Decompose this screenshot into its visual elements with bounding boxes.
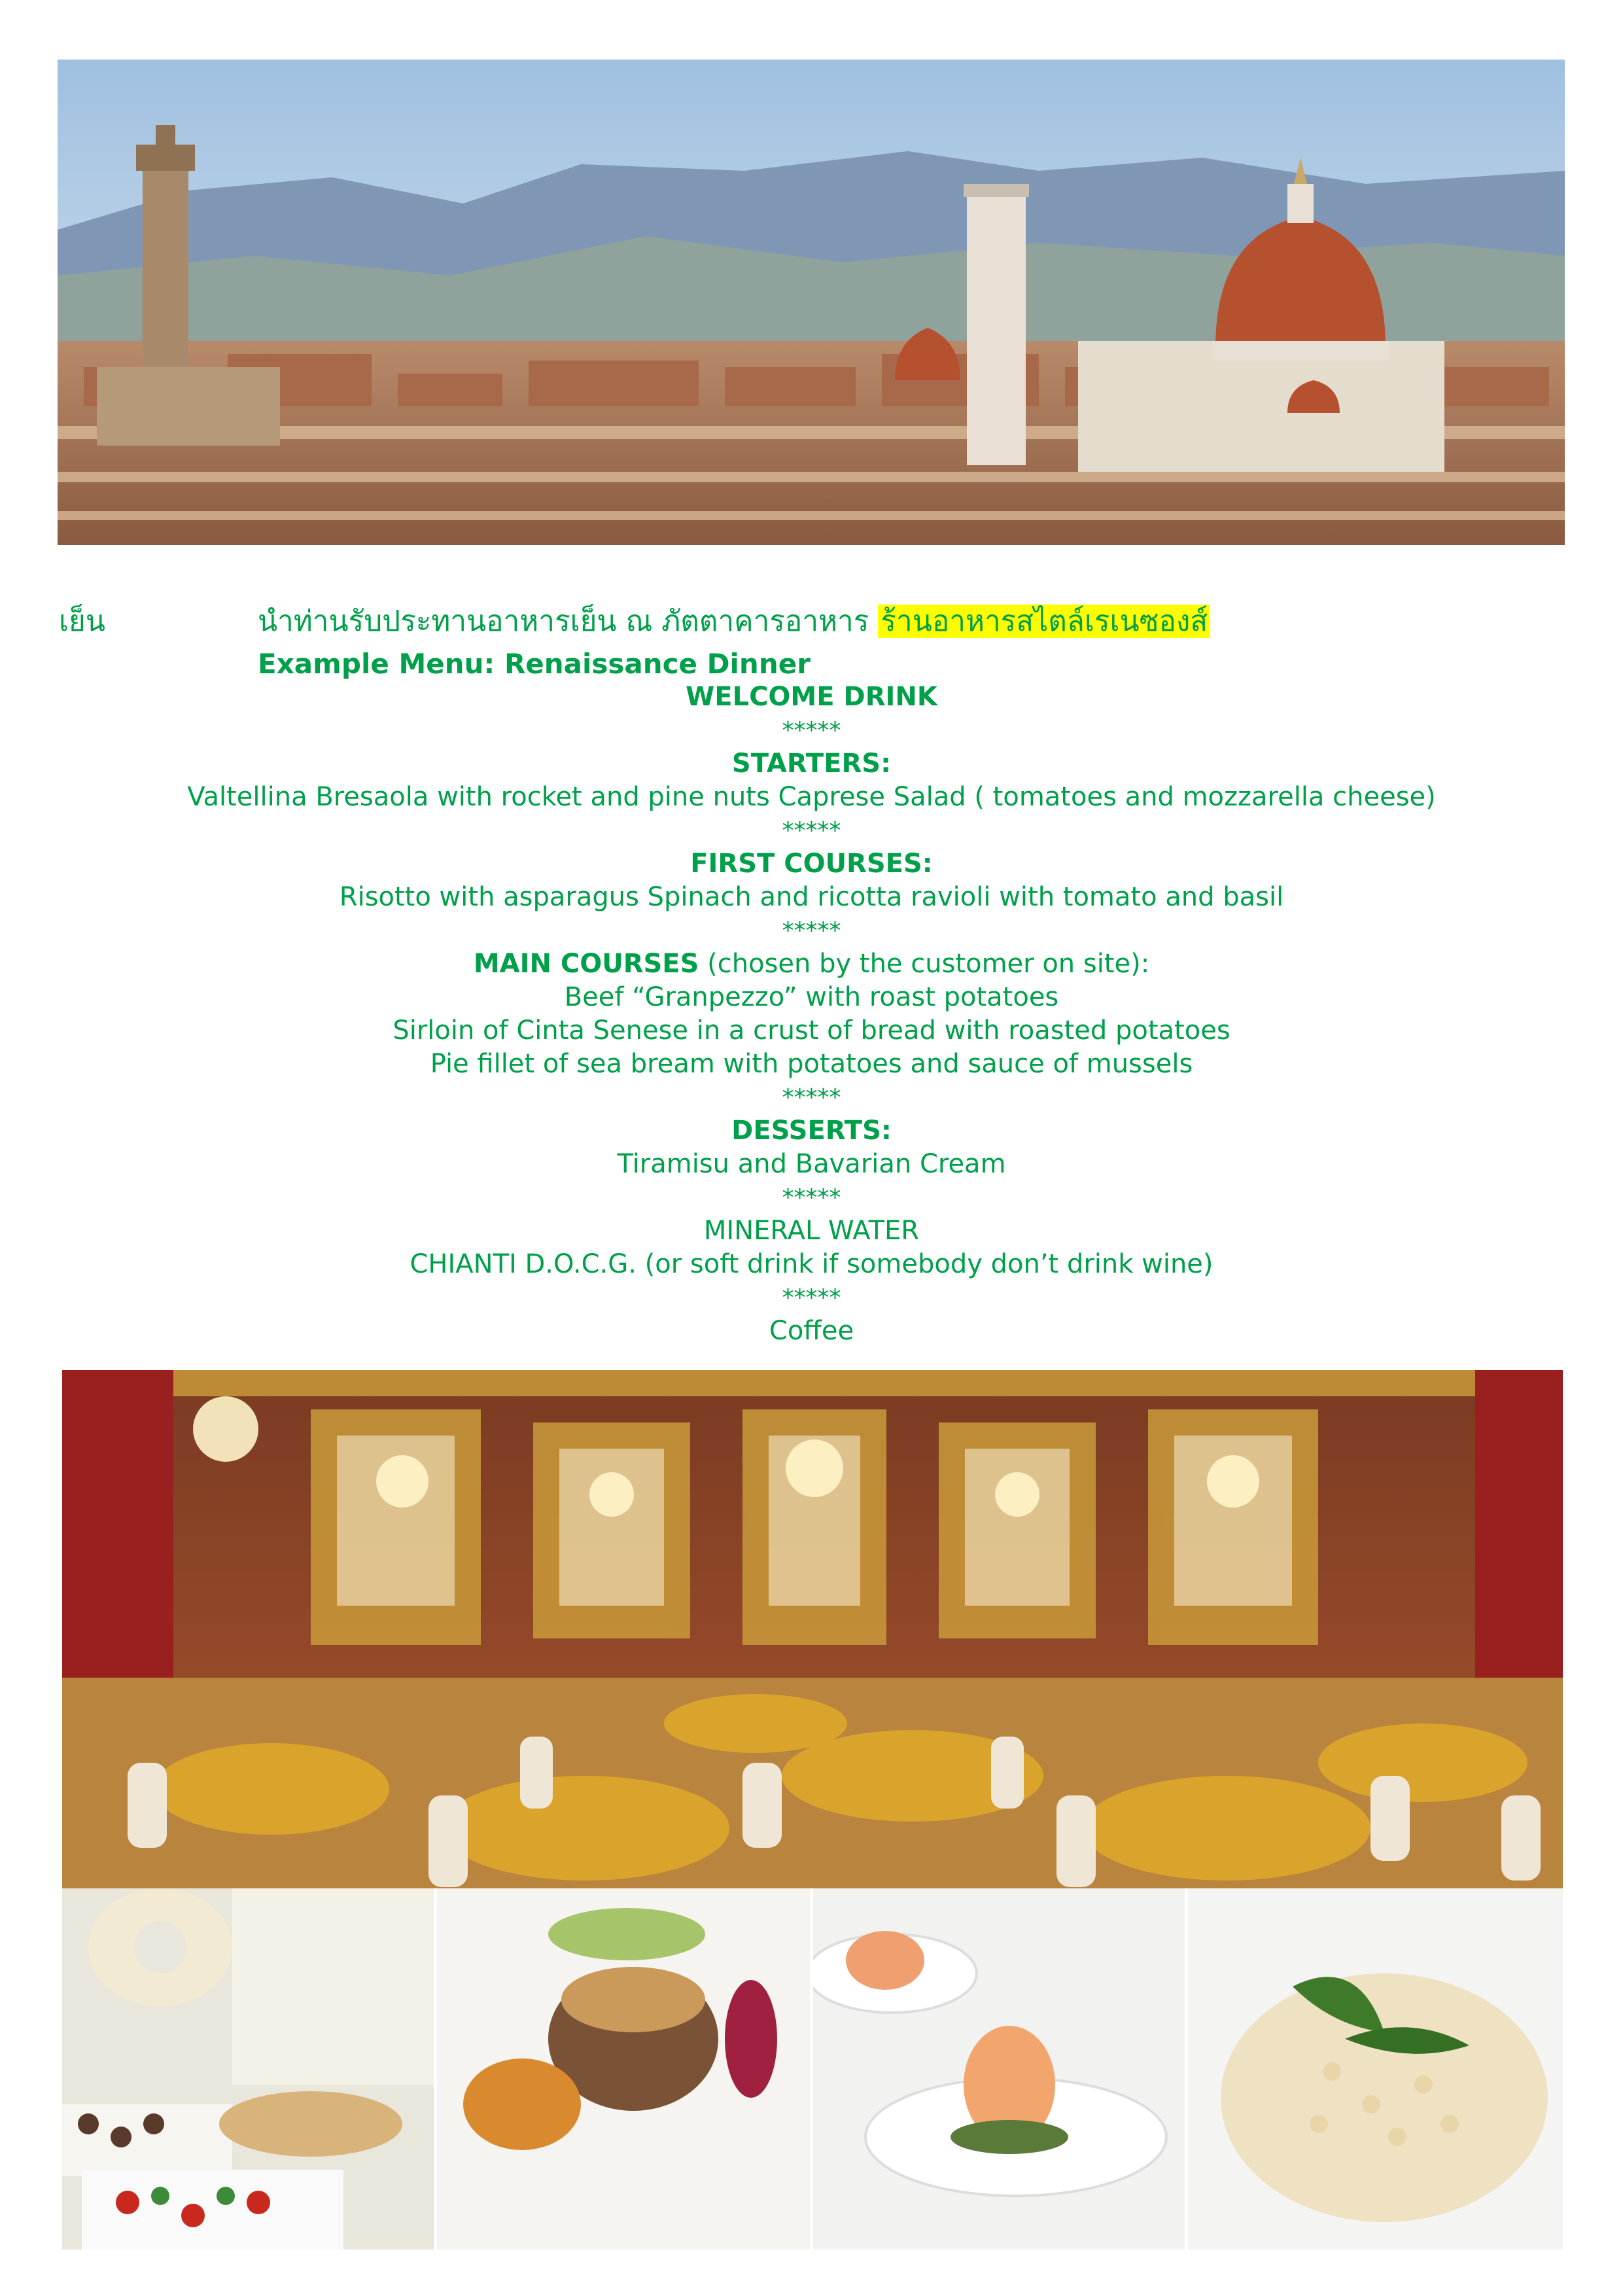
welcome-drink-heading: WELCOME DRINK	[686, 682, 937, 712]
main-course-item: Pie fillet of sea bream with potatoes and sauce of mussels	[430, 1049, 1193, 1079]
dinner-description-text: นำท่านรับประทานอาหารเย็น ณ ภัตตาคารอาหาร	[258, 605, 869, 638]
first-courses-items: Risotto with asparagus Spinach and ricotta ravioli with tomato and basil	[339, 882, 1284, 912]
drink-item: CHIANTI D.O.C.G. (or soft drink if somebody don’t drink wine)	[410, 1249, 1213, 1279]
main-courses-note: (chosen by the customer on site):	[699, 949, 1150, 979]
main-course-item: Sirloin of Cinta Senese in a crust of bread with roasted potatoes	[393, 1016, 1230, 1046]
restaurant-name-highlight: ร้านอาหารสไตล์เรเนซองส์	[878, 605, 1210, 638]
coffee-item: Coffee	[769, 1316, 854, 1346]
desserts-items: Tiramisu and Bavarian Cream	[617, 1149, 1006, 1179]
example-menu-title: Example Menu: Renaissance Dinner	[258, 648, 811, 680]
menu-separator: *****	[782, 1184, 841, 1211]
main-course-item: Beef “Granpezzo” with roast potatoes	[564, 982, 1059, 1012]
main-courses-title: MAIN COURSES	[473, 949, 699, 979]
menu-separator: *****	[782, 1084, 841, 1111]
menu-separator: *****	[782, 817, 841, 844]
buffet-food-photo	[62, 1888, 434, 2250]
dinner-description	[258, 598, 1210, 644]
menu-separator: *****	[782, 1284, 841, 1311]
meat-dish-photo	[437, 1888, 810, 2250]
menu-separator: *****	[782, 917, 841, 944]
menu-separator: *****	[782, 717, 841, 744]
desserts-heading: DESSERTS:	[731, 1116, 892, 1146]
main-courses-heading	[0, 947, 1623, 981]
starters-items: Valtellina Bresaola with rocket and pine nuts Caprese Salad ( tomatoes and mozzarella cheese)	[187, 782, 1436, 812]
menu-list	[0, 680, 1623, 1348]
banquet-hall-photo	[62, 1370, 1563, 1888]
shrimp-appetizer-photo	[813, 1888, 1185, 2250]
meal-label: เย็น	[59, 605, 105, 638]
drink-item: MINERAL WATER	[703, 1216, 920, 1246]
starters-heading: STARTERS:	[731, 749, 892, 779]
first-courses-heading: FIRST COURSES:	[690, 849, 933, 879]
risotto-photo	[1188, 1888, 1563, 2250]
florence-skyline-photo	[58, 60, 1565, 545]
